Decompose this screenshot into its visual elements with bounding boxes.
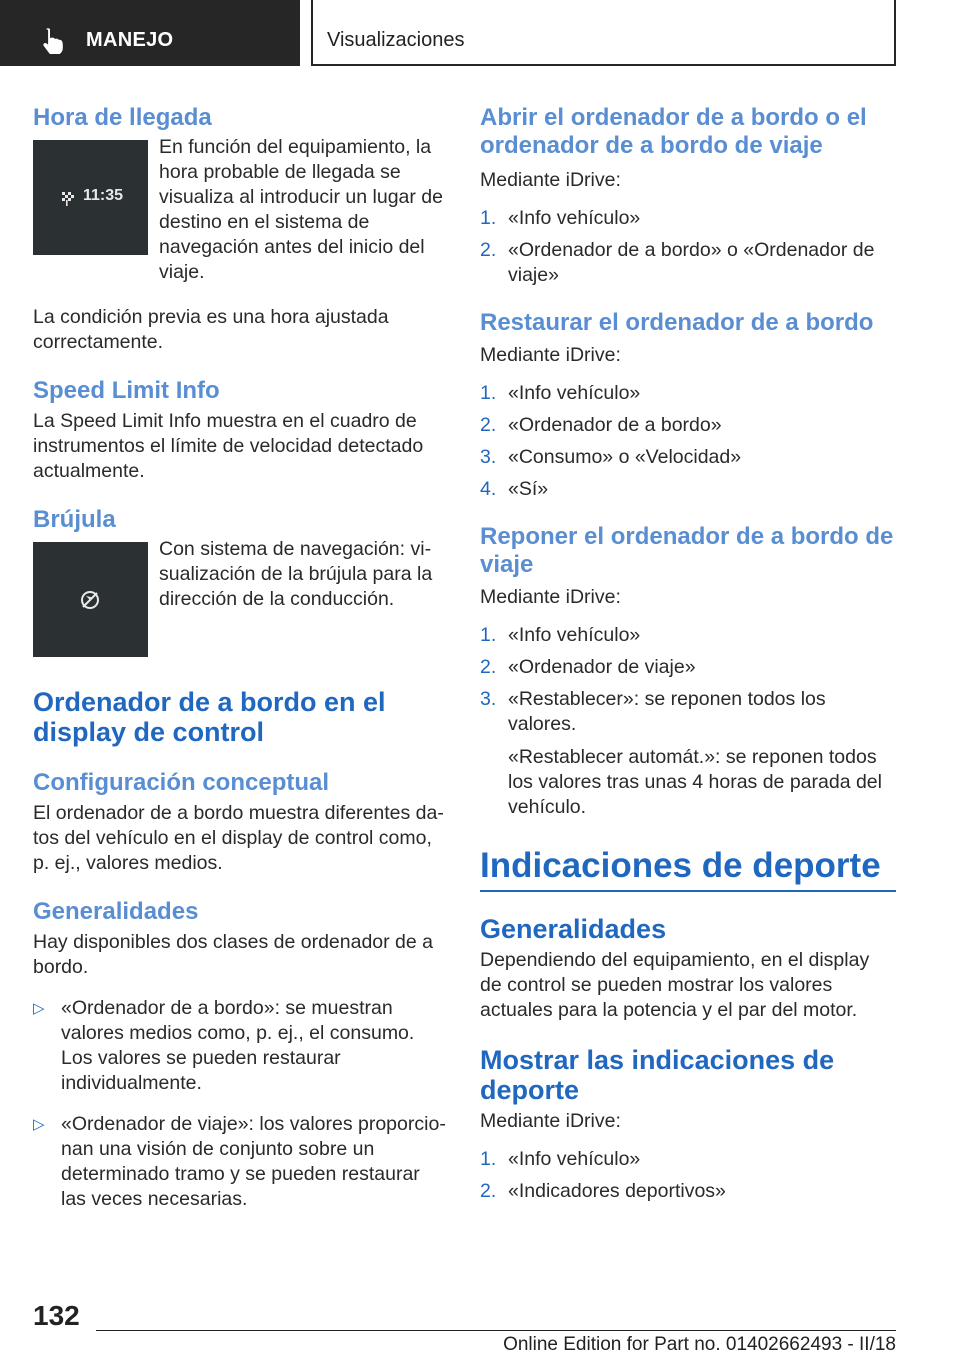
open-computer-intro: Mediante iDrive: <box>480 169 621 191</box>
list-item: ▷ «Ordenador de viaje»: los valores proporcionan una visión de conjunto sobre un determinado tramo y se pueden restaurar las veces necesarias. <box>33 1113 446 1210</box>
restore-computer-heading: Restaurar el ordenador de a bordo <box>480 309 874 336</box>
reset-trip-steps <box>480 623 896 737</box>
open-computer-heading: Abrir el ordenador de a bordo o el ordenador de a bordo de viaje <box>480 104 867 159</box>
section-title: Visualizaciones <box>327 29 465 51</box>
arrival-time-figure <box>33 140 148 255</box>
reset-trip-note: «Restablecer automát.»: se reponen todos los valores tras unas 4 horas de parada del vehículo. <box>508 746 882 818</box>
page-header <box>0 0 960 66</box>
show-sport-heading: Mostrar las indicaciones de deporte <box>480 1045 835 1105</box>
restore-computer-intro: Mediante iDrive: <box>480 344 621 366</box>
compass-figure-row <box>33 538 446 657</box>
show-sport-steps <box>480 1147 896 1204</box>
compass-text: Con sistema de navegación: visualización de la brújula para la dirección de la conducción. <box>159 538 433 610</box>
reset-trip-heading: Reponer el ordenador de a bordo de viaje <box>480 523 894 578</box>
list-item: 2. «Indicadores deportivos» <box>480 1180 726 1202</box>
right-column <box>480 100 896 1204</box>
hand-pointer-icon <box>38 26 68 56</box>
conceptual-config-text: El ordenador de a bordo muestra diferentes datos del vehículo en el display de control como, p. ej., valores medios. <box>33 802 444 874</box>
section-tab <box>311 0 896 66</box>
arrival-heading: Hora de llegada <box>33 104 212 131</box>
list-item: ▷ «Ordenador de a bordo»: se muestran valores medios como, p. ej., el consumo. Los valores se pueden restaurar individualmente. <box>33 997 415 1094</box>
list-item: 2. «Ordenador de a bordo» <box>480 414 722 436</box>
conceptual-config-heading: Configuración conceptual <box>33 769 330 796</box>
restore-computer-steps <box>480 381 896 502</box>
list-item: 1. «Info vehículo» <box>480 1148 641 1170</box>
list-item: 1. «Info vehículo» <box>480 382 641 404</box>
chapter-tab <box>0 0 300 66</box>
arrival-condition-text: La condición previa es una hora ajustada correctamente. <box>33 306 389 353</box>
speed-limit-text: La Speed Limit Info muestra en el cuadro de instrumentos el límite de velocidad detectado actualmente. <box>33 410 424 482</box>
onboard-computer-heading: Ordenador de a bordo en el display de control <box>33 687 386 747</box>
sport-displays-heading: Indicaciones de deporte <box>480 846 896 892</box>
flag-icon <box>59 188 79 208</box>
triangle-bullet-icon: ▷ <box>33 1116 45 1133</box>
general-heading: Generalidades <box>33 898 199 925</box>
speed-limit-heading: Speed Limit Info <box>33 377 220 404</box>
list-item: 1. «Info vehículo» <box>480 207 641 229</box>
sport-general-heading: Generalidades <box>480 914 667 944</box>
sport-general-text: Dependiendo del equipamiento, en el display de control se pueden mostrar los valores actuales para la potencia y el par del motor. <box>480 949 870 1021</box>
show-sport-intro: Mediante iDrive: <box>480 1110 621 1132</box>
arrival-text: En función del equipamiento, la hora probable de llegada se visualiza al introducir un lugar de destino en el sistema de navegación antes del inicio del viaje. <box>159 136 443 283</box>
arrival-time-value: 11:35 <box>83 187 124 204</box>
left-column <box>33 100 446 1212</box>
edition-footer: Online Edition for Part no. 01402662493 - II/18 <box>503 1334 896 1355</box>
general-bullet-list <box>33 996 446 1212</box>
list-item: 1. «Info vehículo» <box>480 624 641 646</box>
arrival-figure-row <box>33 136 446 285</box>
chapter-title: MANEJO <box>86 29 174 51</box>
compass-heading: Brújula <box>33 506 116 533</box>
list-item: 3. «Consumo» o «Velocidad» <box>480 446 742 468</box>
list-item: 2. «Ordenador de a bordo» o «Ordenador de viaje» <box>480 239 875 286</box>
page-number: 132 <box>33 1300 80 1331</box>
triangle-bullet-icon: ▷ <box>33 1000 45 1017</box>
compass-figure <box>33 542 148 657</box>
footer-divider <box>96 1330 896 1331</box>
general-text: Hay disponibles dos clases de ordenador de a bordo. <box>33 931 434 978</box>
open-computer-steps <box>480 206 896 288</box>
list-item: 4. «Sí» <box>480 478 549 500</box>
compass-icon <box>78 588 102 612</box>
list-item: 2. «Ordenador de viaje» <box>480 656 696 678</box>
list-item: 3. «Restablecer»: se reponen todos los valores. <box>480 688 826 735</box>
reset-trip-intro: Mediante iDrive: <box>480 586 621 608</box>
